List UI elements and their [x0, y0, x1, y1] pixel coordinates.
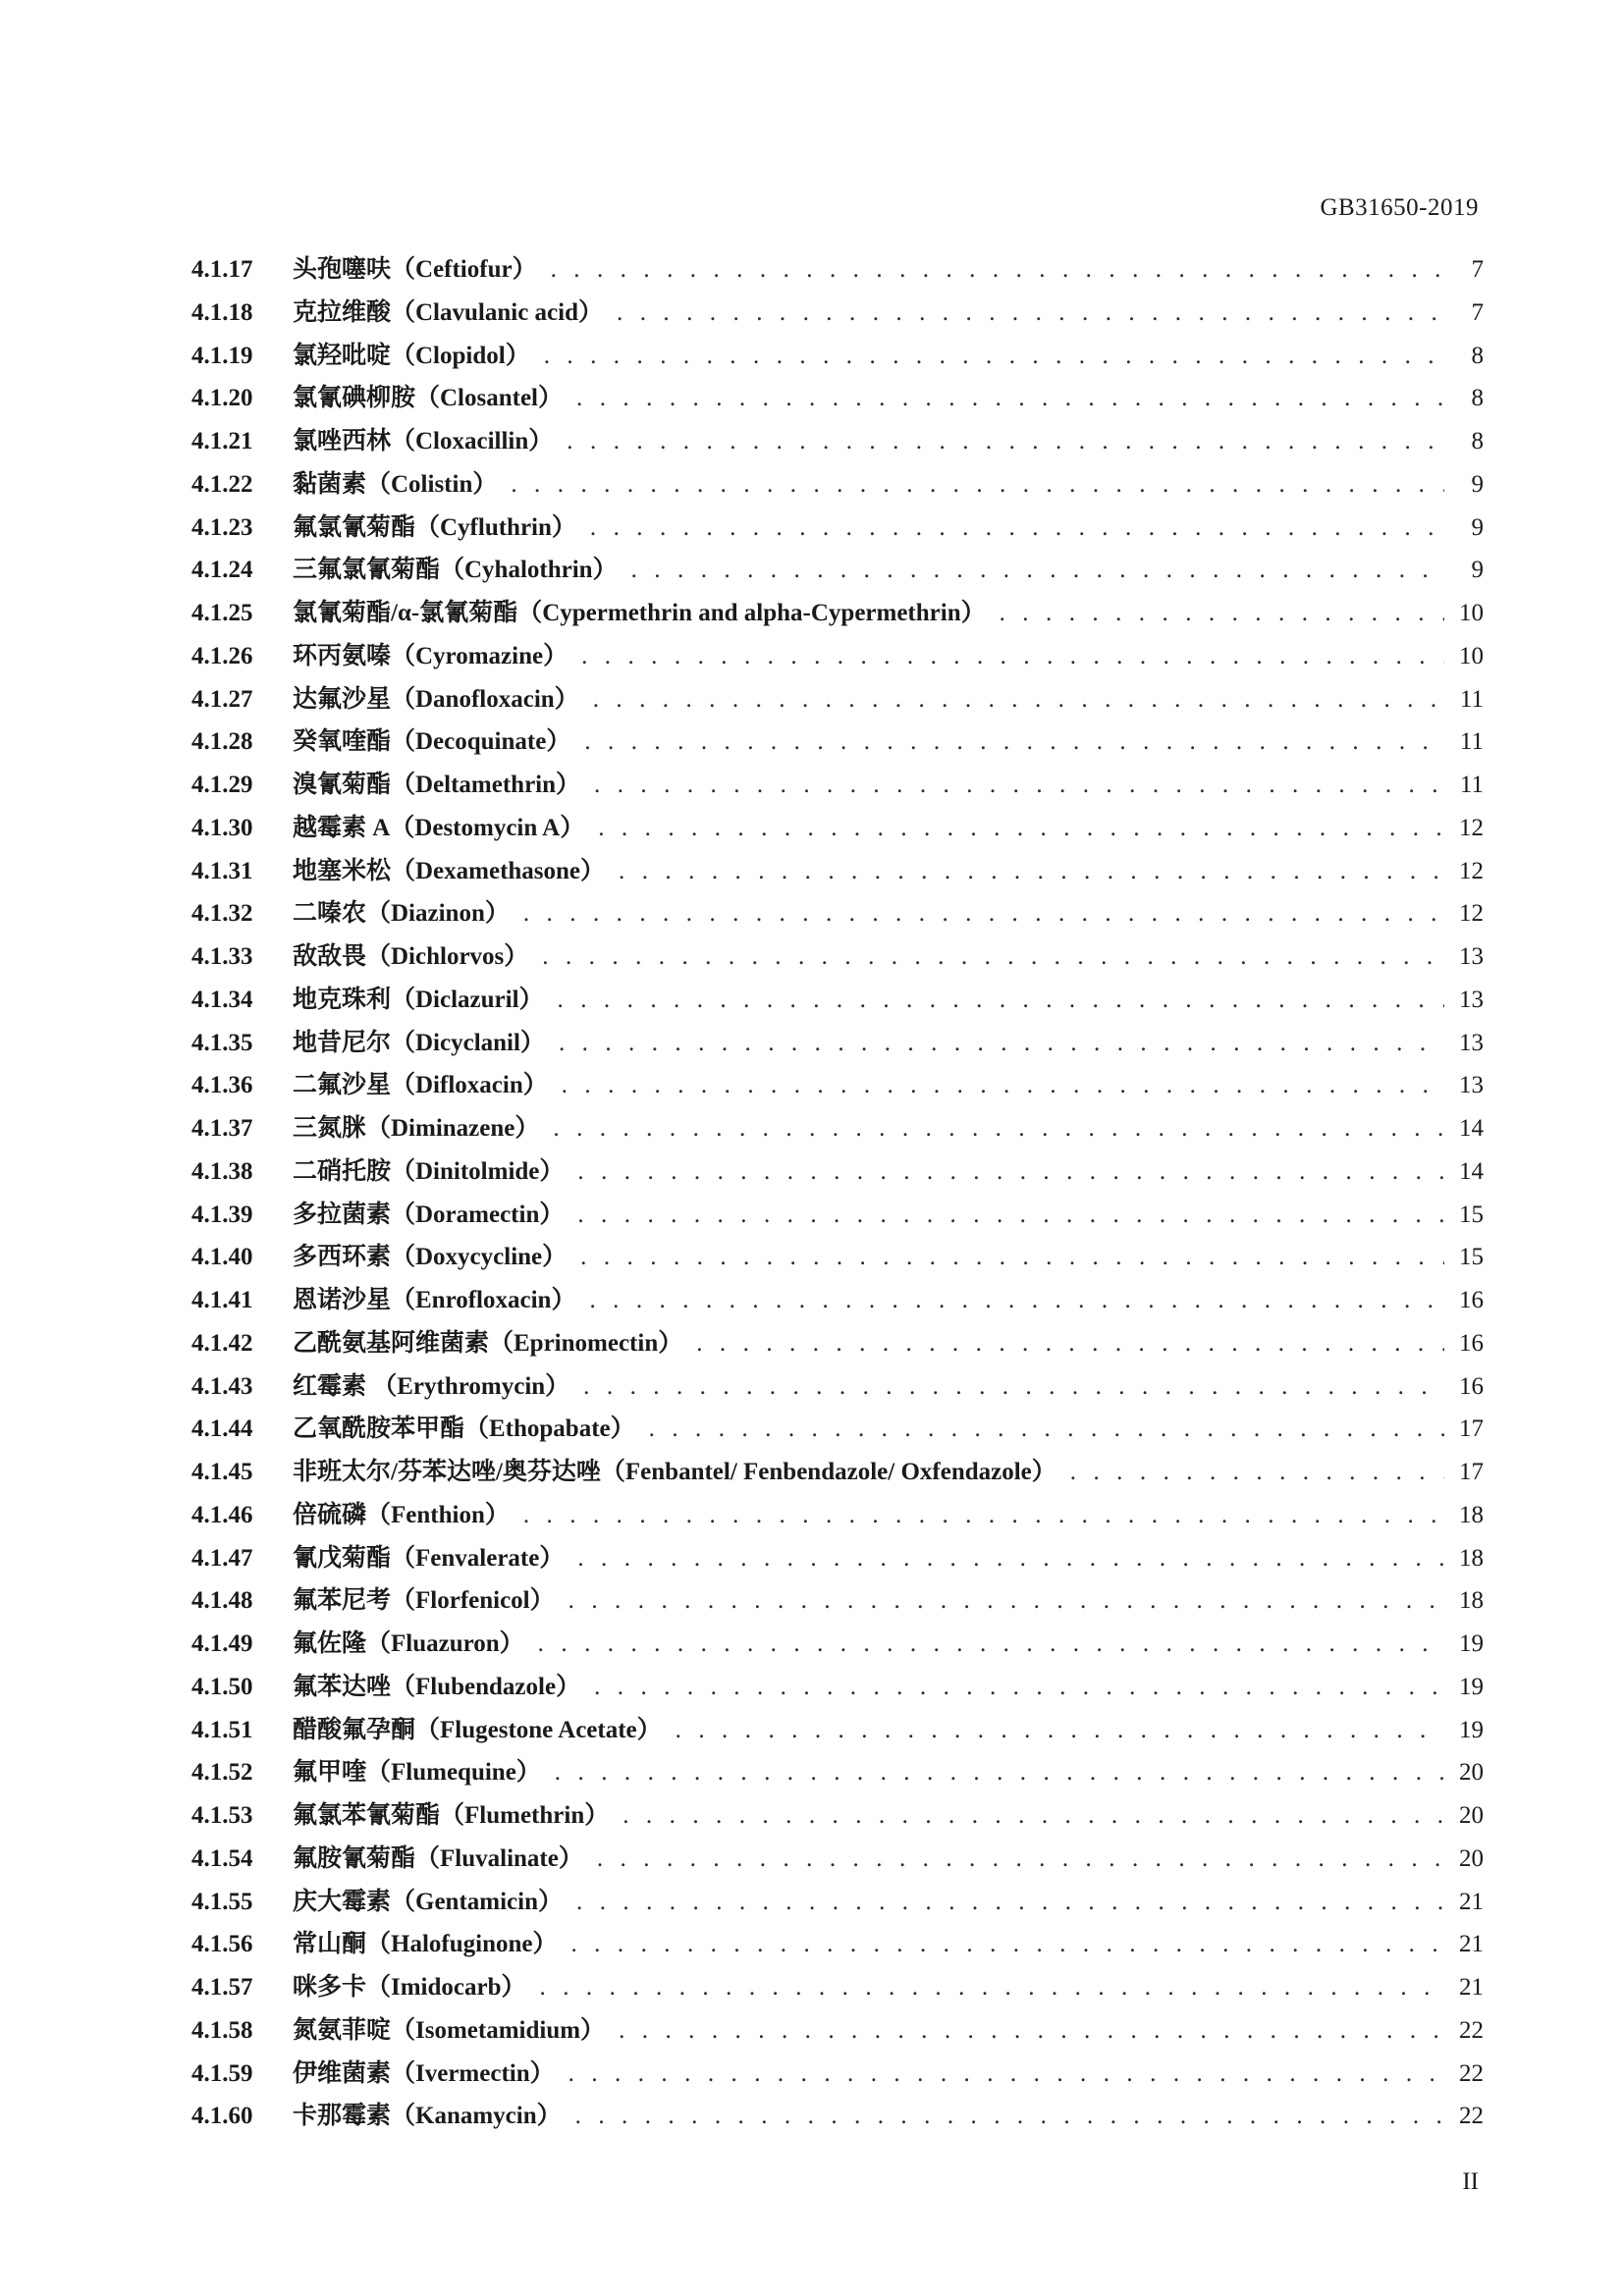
toc-entry-number: 4.1.59 — [191, 2059, 253, 2087]
toc-entry-number: 4.1.56 — [191, 1931, 253, 1958]
toc-entry-number: 4.1.58 — [191, 2016, 253, 2044]
toc-dot-leader — [594, 1674, 1444, 1701]
toc-entry-page: 18 — [1459, 1544, 1484, 1572]
toc-entry-title: 乙酰氨基阿维菌素（Eprinomectin） — [293, 1329, 683, 1357]
toc-entry-number: 4.1.33 — [191, 943, 253, 970]
toc-dot-leader — [558, 987, 1444, 1014]
toc-entry-title: 氟佐隆（Fluazuron） — [293, 1630, 524, 1657]
toc-entry-page: 15 — [1459, 1201, 1484, 1228]
toc-entry-number: 4.1.54 — [191, 1844, 253, 1872]
toc-entry[interactable] — [191, 765, 1484, 808]
toc-dot-leader — [559, 1030, 1444, 1057]
toc-entry-number: 4.1.44 — [191, 1415, 253, 1443]
toc-dot-leader — [619, 2017, 1444, 2045]
toc-entry[interactable] — [191, 1667, 1484, 1710]
toc-entry[interactable] — [191, 1065, 1484, 1108]
toc-entry-title: 氟氯氰菊酯（Cyfluthrin） — [293, 513, 576, 541]
toc-entry-number: 4.1.53 — [191, 1802, 253, 1829]
toc-entry-number: 4.1.23 — [191, 513, 253, 541]
toc-entry-number: 4.1.24 — [191, 557, 253, 584]
toc-entry-title: 敌敌畏（Dichlorvos） — [293, 943, 529, 970]
toc-entry-title: 三氟氯氰菊酯（Cyhalothrin） — [293, 557, 618, 584]
toc-entry[interactable] — [191, 1151, 1484, 1195]
toc-entry-number: 4.1.29 — [191, 772, 253, 798]
toc-dot-leader — [576, 385, 1444, 412]
toc-entry-title: 溴氰菊酯（Deltamethrin） — [293, 772, 581, 798]
toc-dot-leader — [568, 1587, 1444, 1615]
toc-entry[interactable] — [191, 1237, 1484, 1280]
toc-entry[interactable] — [191, 1882, 1484, 1925]
toc-entry-number: 4.1.32 — [191, 900, 253, 928]
toc-entry-title: 倍硫磷（Fenthion） — [293, 1501, 510, 1528]
toc-entry-page: 21 — [1459, 1931, 1484, 1958]
toc-entry-page: 8 — [1471, 342, 1484, 369]
toc-entry-title: 多西环素（Doxycycline） — [293, 1244, 568, 1271]
toc-entry-title: 癸氧喹酯（Decoquinate） — [293, 728, 571, 756]
toc-entry-number: 4.1.49 — [191, 1630, 253, 1657]
toc-entry-page: 7 — [1471, 298, 1484, 326]
toc-dot-leader — [583, 1373, 1444, 1401]
toc-entry-page: 14 — [1459, 1115, 1484, 1142]
toc-entry-page: 22 — [1459, 2103, 1484, 2130]
toc-entry[interactable] — [191, 293, 1484, 336]
toc-entry-title: 氟氯苯氰菊酯（Flumethrin） — [293, 1802, 610, 1829]
toc-entry-page: 11 — [1459, 772, 1484, 798]
toc-dot-leader — [575, 2103, 1444, 2130]
toc-entry-number: 4.1.19 — [191, 342, 253, 369]
toc-dot-leader — [619, 858, 1444, 885]
toc-entry-title: 乙氧酰胺苯甲酯（Ethopabate） — [293, 1415, 635, 1443]
toc-dot-leader — [617, 299, 1444, 327]
document-standard-code: GB31650-2019 — [1320, 194, 1479, 221]
toc-entry-page: 8 — [1471, 428, 1484, 454]
toc-entry-number: 4.1.17 — [191, 256, 253, 283]
toc-entry[interactable] — [191, 721, 1484, 765]
toc-entry-title: 黏菌素（Colistin） — [293, 470, 498, 498]
toc-entry[interactable] — [191, 1452, 1484, 1495]
toc-entry[interactable] — [191, 2096, 1484, 2139]
toc-entry[interactable] — [191, 507, 1484, 551]
toc-entry-title: 多拉菌素（Doramectin） — [293, 1201, 565, 1228]
toc-entry[interactable] — [191, 679, 1484, 722]
toc-dot-leader — [1000, 600, 1444, 627]
toc-entry-page: 20 — [1459, 1844, 1484, 1872]
toc-entry-number: 4.1.39 — [191, 1201, 253, 1228]
toc-entry[interactable] — [191, 1795, 1484, 1839]
toc-entry-page: 9 — [1471, 513, 1484, 541]
toc-entry-title: 克拉维酸（Clavulanic acid） — [293, 298, 603, 326]
toc-entry-number: 4.1.47 — [191, 1544, 253, 1572]
toc-entry[interactable] — [191, 2010, 1484, 2054]
toc-entry-title: 三氮脒（Diminazene） — [293, 1115, 540, 1142]
toc-entry-title: 二硝托胺（Dinitolmide） — [293, 1157, 565, 1185]
toc-dot-leader — [631, 557, 1444, 584]
toc-entry-title: 氯羟吡啶（Clopidol） — [293, 342, 530, 369]
toc-dot-leader — [1070, 1459, 1444, 1486]
toc-entry-number: 4.1.45 — [191, 1459, 253, 1485]
toc-entry-page: 13 — [1459, 1029, 1484, 1056]
toc-entry-title: 伊维菌素（Ivermectin） — [293, 2059, 555, 2087]
toc-entry-page: 22 — [1459, 2059, 1484, 2087]
toc-entry-title: 氟苯达唑（Flubendazole） — [293, 1673, 581, 1700]
toc-entry-number: 4.1.28 — [191, 728, 253, 756]
toc-entry-title: 卡那霉素（Kanamycin） — [293, 2103, 562, 2130]
toc-entry-page: 11 — [1459, 685, 1484, 713]
toc-dot-leader — [511, 471, 1444, 499]
toc-entry-number: 4.1.22 — [191, 470, 253, 498]
toc-entry-page: 19 — [1459, 1716, 1484, 1743]
toc-dot-leader — [593, 686, 1444, 714]
toc-entry-page: 11 — [1459, 728, 1484, 756]
toc-entry-title: 氟甲喹（Flumequine） — [293, 1759, 541, 1787]
toc-dot-leader — [562, 1072, 1444, 1099]
toc-entry-page: 16 — [1459, 1287, 1484, 1313]
toc-entry-number: 4.1.40 — [191, 1244, 253, 1271]
toc-entry[interactable] — [191, 1280, 1484, 1323]
toc-entry-page: 17 — [1459, 1459, 1484, 1485]
toc-entry-page: 15 — [1459, 1244, 1484, 1271]
toc-entry[interactable] — [191, 464, 1484, 507]
toc-entry[interactable] — [191, 1409, 1484, 1452]
toc-entry-title: 二氟沙星（Difloxacin） — [293, 1072, 548, 1099]
toc-entry[interactable] — [191, 1323, 1484, 1366]
toc-entry-title: 氰戊菊酯（Fenvalerate） — [293, 1544, 565, 1572]
toc-entry[interactable] — [191, 1967, 1484, 2010]
toc-entry-number: 4.1.36 — [191, 1072, 253, 1099]
toc-entry-page: 22 — [1459, 2016, 1484, 2044]
toc-dot-leader — [570, 1931, 1444, 1958]
toc-entry-title: 常山酮（Halofuginone） — [293, 1931, 558, 1958]
toc-dot-leader — [551, 256, 1444, 284]
toc-entry-title: 氯氰菊酯/α-氯氰菊酯（Cypermethrin and alpha-Cypermethrin） — [293, 600, 986, 626]
toc-entry-number: 4.1.37 — [191, 1115, 253, 1142]
toc-entry-number: 4.1.34 — [191, 986, 253, 1013]
toc-entry[interactable] — [191, 636, 1484, 679]
toc-entry-number: 4.1.21 — [191, 428, 253, 454]
toc-entry-number: 4.1.50 — [191, 1673, 253, 1700]
toc-entry-title: 达氟沙星（Danofloxacin） — [293, 685, 579, 713]
toc-entry-page: 17 — [1459, 1415, 1484, 1443]
toc-dot-leader — [580, 1244, 1444, 1271]
toc-entry-page: 16 — [1459, 1329, 1484, 1357]
toc-entry-number: 4.1.55 — [191, 1888, 253, 1915]
toc-entry-page: 21 — [1459, 1888, 1484, 1915]
toc-entry-title: 咪多卡（Imidocarb） — [293, 1974, 526, 2001]
toc-dot-leader — [544, 343, 1444, 370]
toc-entry[interactable] — [191, 980, 1484, 1023]
toc-entry-title: 二嗪农（Diazinon） — [293, 900, 510, 928]
toc-entry-page: 13 — [1459, 1072, 1484, 1099]
toc-dot-leader — [594, 772, 1444, 799]
toc-entry-title: 恩诺沙星（Enrofloxacin） — [293, 1287, 576, 1313]
toc-entry-page: 9 — [1471, 557, 1484, 584]
toc-entry[interactable] — [191, 1624, 1484, 1667]
toc-dot-leader — [538, 1630, 1444, 1658]
toc-dot-leader — [584, 728, 1444, 756]
toc-entry-title: 氯唑西林（Cloxacillin） — [293, 428, 554, 454]
toc-entry-page: 9 — [1471, 470, 1484, 498]
toc-entry-page: 19 — [1459, 1673, 1484, 1700]
toc-entry-title: 醋酸氟孕酮（Flugestone Acetate） — [293, 1716, 662, 1743]
toc-entry-number: 4.1.51 — [191, 1716, 253, 1743]
toc-dot-leader — [567, 428, 1444, 455]
toc-entry[interactable] — [191, 1538, 1484, 1581]
toc-entry-number: 4.1.42 — [191, 1329, 253, 1357]
toc-entry-page: 12 — [1459, 814, 1484, 841]
toc-entry-number: 4.1.25 — [191, 600, 253, 626]
toc-dot-leader — [597, 1845, 1444, 1873]
toc-entry-title: 越霉素 A（Destomycin A） — [293, 814, 585, 841]
toc-entry-number: 4.1.57 — [191, 1974, 253, 2001]
toc-entry[interactable] — [191, 593, 1484, 636]
toc-entry-page: 18 — [1459, 1501, 1484, 1528]
toc-entry-number: 4.1.41 — [191, 1287, 253, 1313]
toc-entry-title: 庆大霉素（Gentamicin） — [293, 1888, 563, 1915]
toc-dot-leader — [649, 1415, 1444, 1443]
toc-entry-title: 氯氰碘柳胺（Closantel） — [293, 385, 564, 412]
toc-entry-page: 20 — [1459, 1802, 1484, 1829]
toc-entry[interactable] — [191, 808, 1484, 851]
toc-entry-number: 4.1.26 — [191, 642, 253, 669]
toc-entry-page: 13 — [1459, 943, 1484, 970]
toc-entry[interactable] — [191, 1195, 1484, 1238]
toc-entry-page: 21 — [1459, 1974, 1484, 2001]
toc-entry-page: 10 — [1459, 600, 1484, 626]
toc-entry-number: 4.1.46 — [191, 1501, 253, 1528]
toc-entry-number: 4.1.38 — [191, 1157, 253, 1185]
toc-entry[interactable] — [191, 851, 1484, 894]
toc-entry-page: 8 — [1471, 385, 1484, 412]
toc-entry-number: 4.1.31 — [191, 857, 253, 884]
toc-entry[interactable] — [191, 378, 1484, 421]
toc-entry-title: 地克珠利（Diclazuril） — [293, 986, 544, 1013]
toc-entry[interactable] — [191, 1839, 1484, 1882]
toc-dot-leader — [523, 900, 1444, 928]
toc-dot-leader — [676, 1717, 1444, 1744]
toc-entry[interactable] — [191, 1023, 1484, 1066]
toc-entry-title: 地塞米松（Dexamethasone） — [293, 857, 606, 884]
toc-entry[interactable] — [191, 336, 1484, 379]
toc-entry-number: 4.1.52 — [191, 1759, 253, 1787]
toc-dot-leader — [577, 1201, 1444, 1229]
toc-entry[interactable] — [191, 1924, 1484, 1967]
toc-dot-leader — [523, 1502, 1444, 1529]
toc-entry-title: 头孢噻呋（Ceftiofur） — [293, 256, 537, 283]
toc-entry-number: 4.1.18 — [191, 298, 253, 326]
toc-entry-title: 地昔尼尔（Dicyclanil） — [293, 1029, 545, 1056]
toc-dot-leader — [576, 1889, 1444, 1916]
toc-entry-number: 4.1.60 — [191, 2103, 253, 2130]
toc-entry-page: 7 — [1471, 256, 1484, 283]
toc-entry-number: 4.1.48 — [191, 1587, 253, 1615]
toc-entry-page: 20 — [1459, 1759, 1484, 1787]
page-number: II — [1462, 2168, 1479, 2195]
toc-entry[interactable] — [191, 1580, 1484, 1624]
toc-entry-page: 12 — [1459, 857, 1484, 884]
table-of-contents — [191, 249, 1484, 2139]
toc-entry[interactable] — [191, 550, 1484, 593]
toc-entry[interactable] — [191, 421, 1484, 464]
toc-entry[interactable] — [191, 1108, 1484, 1151]
toc-entry-title: 氟苯尼考（Florfenicol） — [293, 1587, 555, 1615]
toc-dot-leader — [542, 943, 1444, 971]
toc-entry-title: 氮氨菲啶（Isometamidium） — [293, 2016, 606, 2044]
toc-entry-title: 非班太尔/芬苯达唑/奥芬达唑（Fenbantel/ Fenbendazole/ Oxfendazole） — [293, 1459, 1056, 1485]
toc-entry[interactable] — [191, 1752, 1484, 1795]
toc-entry-page: 14 — [1459, 1157, 1484, 1185]
toc-entry[interactable] — [191, 249, 1484, 293]
toc-entry-page: 16 — [1459, 1372, 1484, 1400]
toc-entry-page: 18 — [1459, 1587, 1484, 1615]
toc-dot-leader — [577, 1545, 1444, 1573]
toc-entry-number: 4.1.35 — [191, 1029, 253, 1056]
toc-entry-page: 13 — [1459, 986, 1484, 1013]
toc-entry-title: 环丙氨嗪（Cyromazine） — [293, 642, 568, 669]
toc-dot-leader — [623, 1802, 1444, 1830]
toc-dot-leader — [696, 1330, 1444, 1358]
toc-entry-number: 4.1.43 — [191, 1372, 253, 1400]
toc-entry[interactable] — [191, 893, 1484, 936]
toc-entry[interactable] — [191, 2054, 1484, 2097]
toc-dot-leader — [555, 1759, 1444, 1787]
toc-dot-leader — [598, 815, 1444, 842]
toc-entry[interactable] — [191, 1710, 1484, 1753]
toc-entry-number: 4.1.20 — [191, 385, 253, 412]
toc-entry[interactable] — [191, 1495, 1484, 1538]
toc-entry-number: 4.1.27 — [191, 685, 253, 713]
toc-entry-title: 红霉素 （Erythromycin） — [293, 1372, 570, 1400]
toc-entry-title: 氟胺氰菊酯（Fluvalinate） — [293, 1844, 583, 1872]
toc-entry-page: 12 — [1459, 900, 1484, 928]
toc-dot-leader — [577, 1158, 1444, 1186]
toc-dot-leader — [589, 1287, 1444, 1314]
toc-entry-number: 4.1.30 — [191, 814, 253, 841]
toc-entry[interactable] — [191, 936, 1484, 980]
toc-dot-leader — [568, 2060, 1444, 2088]
toc-entry[interactable] — [191, 1366, 1484, 1410]
toc-entry-page: 19 — [1459, 1630, 1484, 1657]
toc-dot-leader — [581, 643, 1444, 670]
toc-entry-page: 10 — [1459, 642, 1484, 669]
toc-dot-leader — [540, 1974, 1444, 2002]
toc-dot-leader — [553, 1115, 1444, 1143]
toc-dot-leader — [590, 514, 1444, 542]
